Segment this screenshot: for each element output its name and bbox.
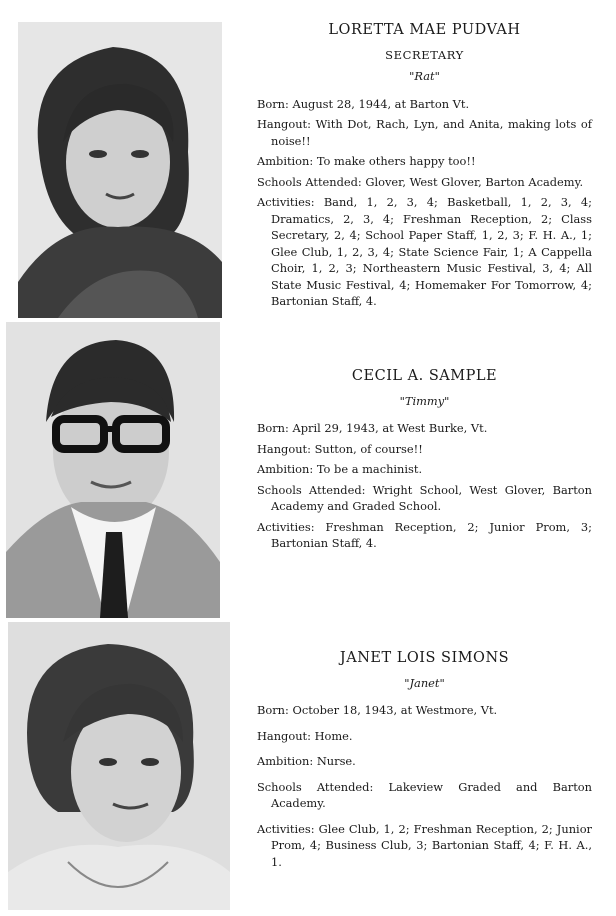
activities-field [257,821,592,871]
schools-field [257,779,592,812]
activities-value: Band, 1, 2, 3, 4; Basketball, 1, 2, 3, 4; Dramatics, 2, 3, 4; Freshman Reception, 2; Class Secretary, 2, 4; School Paper Staff, 1, 2, 3; F. H. A., 1; Glee Club, 1, 2, 3, 4; State Science Fair, 1; A Cappella Choir, 1, 2, 3; Northeastern Music Festival, 3, 4; All State Music Festival, 4; Homemaker For Tomorrow, 4; Bartonian Staff, 4. [271,195,592,308]
activities-label: Activities: [257,821,315,836]
senior-nickname: "Janet" [404,675,445,690]
senior-title: SECRETARY [385,47,464,62]
hangout-field [257,116,592,149]
ambition-value: Nurse. [316,754,356,768]
hangout-label: Hangout: [257,441,311,456]
schools-value: Lakeview Graded and Barton Academy. [271,779,593,810]
hangout-value: With Dot, Rach, Lyn, and Anita, making lots of noise!! [271,117,592,148]
born-value: October 18, 1943, at Westmore, Vt. [292,703,498,717]
ambition-field [257,153,592,170]
born-field [257,702,592,719]
schools-label: Schools Attended: [257,482,366,497]
hangout-label: Hangout: [257,117,311,131]
activities-value: Freshman Reception, 2; Junior Prom, 3; Bartonian Staff, 4. [271,519,593,550]
schools-value: Glover, West Glover, Barton Academy. [365,174,584,189]
portrait-photo-pudvah [18,22,222,318]
hangout-field [257,728,592,745]
ambition-label: Ambition: [257,462,314,476]
senior-name: LORETTA MAE PUDVAH [328,22,521,38]
activities-field [257,519,592,552]
born-field [257,420,592,437]
schools-label: Schools Attended: [257,174,362,189]
activities-field [257,194,592,310]
ambition-label: Ambition: [257,154,314,168]
senior-name: JANET LOIS SIMONS [339,650,510,666]
schools-field [257,482,592,515]
senior-nickname: "Timmy" [399,393,450,408]
born-label: Born: [257,703,289,717]
hangout-field [257,441,592,458]
hangout-value: Home. [314,728,353,743]
activities-value: Glee Club, 1, 2; Freshman Reception, 2; Junior Prom, 4; Business Club, 3; Bartonian Staff, 4; F. H. A., 1. [271,821,592,869]
senior-info-simons [257,650,592,874]
born-label: Born: [257,96,289,111]
senior-nickname: "Rat" [409,69,440,83]
born-label: Born: [257,421,289,435]
schools-field [257,174,592,191]
ambition-field [257,461,592,478]
portrait-photo-simons [8,622,230,910]
born-value: August 28, 1944, at Barton Vt. [292,96,470,111]
ambition-field [257,753,592,770]
portrait-photo-sample [6,322,220,618]
senior-name: CECIL A. SAMPLE [351,368,498,384]
schools-value: Wright School, West Glover, Barton Academy and Graded School. [271,482,592,513]
activities-label: Activities: [257,519,315,534]
activities-label: Activities: [257,195,315,209]
ambition-value: To be a machinist. [316,462,423,476]
born-value: April 29, 1943, at West Burke, Vt. [292,421,488,435]
born-field [257,96,592,113]
senior-info-pudvah [257,22,592,314]
ambition-value: To make others happy too!! [316,154,476,168]
ambition-label: Ambition: [257,754,314,768]
schools-label: Schools Attended: [257,779,374,794]
senior-info-sample [257,368,592,556]
hangout-label: Hangout: [257,728,311,743]
hangout-value: Sutton, of course!! [314,441,423,456]
